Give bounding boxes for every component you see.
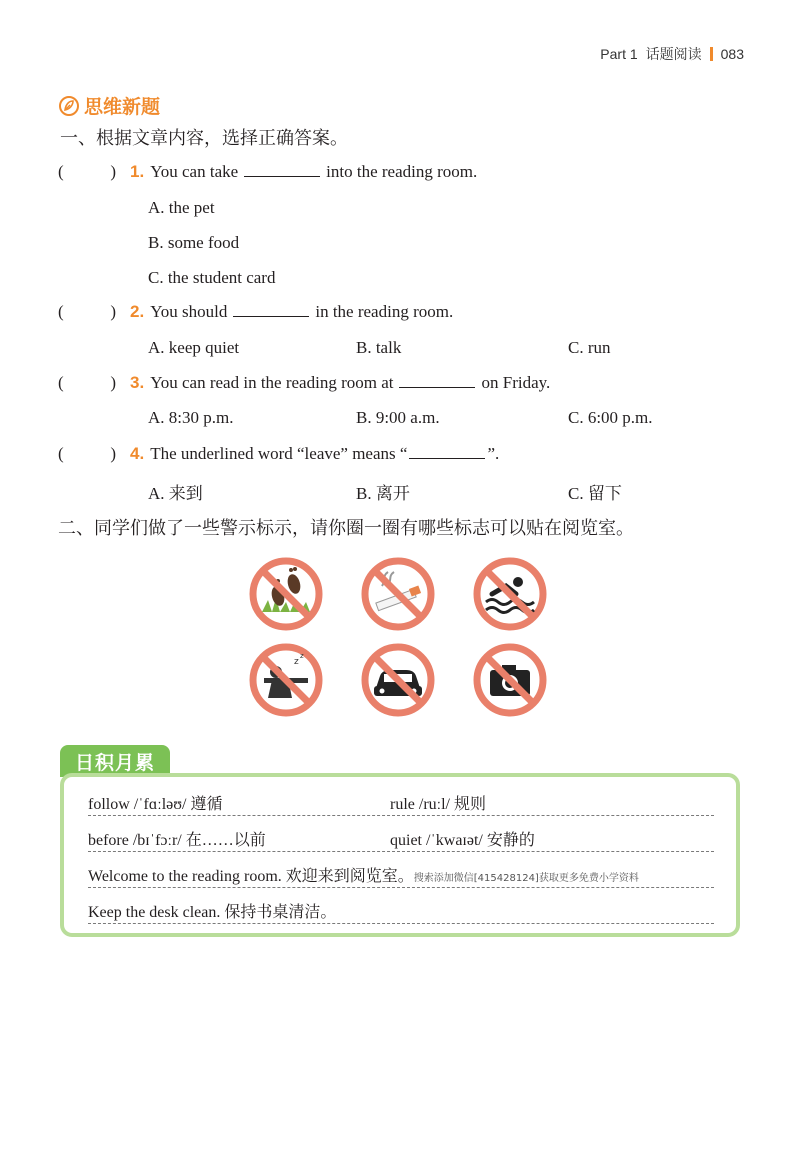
leaf-icon bbox=[58, 95, 80, 117]
question-text: on Friday. bbox=[481, 373, 551, 392]
question-text: You can read in the reading room at bbox=[150, 373, 394, 392]
question-text: into the reading room. bbox=[326, 162, 478, 181]
vocab-quiet: quiet /ˈkwaɪət/ 安静的 bbox=[390, 832, 535, 849]
accumulate-tag: 日积月累 bbox=[60, 745, 170, 777]
question-number: 4. bbox=[130, 444, 145, 463]
option-2c: C. run bbox=[568, 338, 611, 357]
part2-heading: 二、同学们做了一些警示标示，请你圈一圈有哪些标志可以贴在阅览室。 bbox=[58, 518, 634, 539]
watermark-note: 搜索添加微信[415428124]获取更多免费小学资料 bbox=[413, 873, 639, 884]
option-1b: B. some food bbox=[148, 233, 240, 252]
option-4c: C. 留下 bbox=[568, 484, 622, 503]
question-2 bbox=[58, 302, 453, 322]
page-number: 083 bbox=[720, 46, 744, 62]
header-topic: 话题阅读 bbox=[645, 46, 702, 62]
warning-signs bbox=[248, 556, 548, 716]
vocab-follow: follow /ˈfɑːləʊ/ 遵循 bbox=[88, 796, 223, 813]
header-part: Part 1 bbox=[600, 46, 638, 62]
part1-heading: 一、根据文章内容，选择正确答案。 bbox=[60, 128, 348, 149]
svg-text:z: z bbox=[294, 657, 299, 667]
option-3c: C. 6:00 p.m. bbox=[568, 408, 653, 427]
question-text: ”. bbox=[487, 444, 500, 463]
question-number: 2. bbox=[130, 302, 145, 321]
answer-slot-3[interactable]: ( ) bbox=[58, 373, 116, 392]
dashed-divider bbox=[88, 887, 714, 888]
sentence-welcome bbox=[88, 863, 639, 886]
option-2b: B. talk bbox=[356, 338, 402, 357]
option-2a: A. keep quiet bbox=[148, 338, 240, 357]
answer-slot-1[interactable]: ( ) bbox=[58, 162, 116, 181]
no-cars-icon[interactable] bbox=[360, 642, 436, 718]
no-photography-icon[interactable] bbox=[472, 642, 548, 718]
section-title bbox=[58, 92, 160, 119]
sentence-keep-clean: Keep the desk clean. 保持书桌清洁。 bbox=[88, 904, 337, 921]
option-3b: B. 9:00 a.m. bbox=[356, 408, 440, 427]
no-walking-on-grass-icon[interactable] bbox=[248, 556, 324, 632]
header-divider bbox=[710, 47, 713, 61]
dashed-divider bbox=[88, 851, 714, 852]
question-4 bbox=[58, 444, 499, 464]
option-3a: A. 8:30 p.m. bbox=[148, 408, 234, 427]
accumulate-box bbox=[60, 773, 740, 937]
question-text: in the reading room. bbox=[315, 302, 454, 321]
answer-slot-4[interactable]: ( ) bbox=[58, 444, 116, 463]
question-1 bbox=[58, 162, 477, 182]
svg-text:z: z bbox=[300, 652, 304, 660]
question-number: 3. bbox=[130, 373, 145, 392]
option-1c: C. the student card bbox=[148, 268, 276, 287]
answer-blank bbox=[233, 302, 309, 317]
option-4b: B. 离开 bbox=[356, 484, 410, 503]
vocab-before: before /bɪˈfɔːr/ 在……以前 bbox=[88, 832, 266, 849]
answer-blank bbox=[409, 444, 485, 459]
no-smoking-icon[interactable] bbox=[360, 556, 436, 632]
answer-blank bbox=[399, 373, 475, 388]
dashed-divider bbox=[88, 815, 714, 816]
section-title-text: 思维新题 bbox=[84, 96, 161, 118]
sentence-welcome-text: Welcome to the reading room. 欢迎来到阅览室。 bbox=[88, 868, 414, 885]
vocab-rule: rule /ruːl/ 规则 bbox=[390, 796, 486, 813]
answer-blank bbox=[244, 162, 320, 177]
page-header bbox=[600, 44, 744, 64]
answer-slot-2[interactable]: ( ) bbox=[58, 302, 116, 321]
question-text: You can take bbox=[150, 162, 239, 181]
question-text: The underlined word “leave” means “ bbox=[150, 444, 408, 463]
question-number: 1. bbox=[130, 162, 145, 181]
no-sleeping-icon[interactable] bbox=[248, 642, 324, 718]
dashed-divider bbox=[88, 923, 714, 924]
option-1a: A. the pet bbox=[148, 198, 215, 217]
question-3 bbox=[58, 373, 550, 393]
question-text: You should bbox=[150, 302, 228, 321]
no-swimming-icon[interactable] bbox=[472, 556, 548, 632]
option-4a: A. 来到 bbox=[148, 484, 203, 503]
